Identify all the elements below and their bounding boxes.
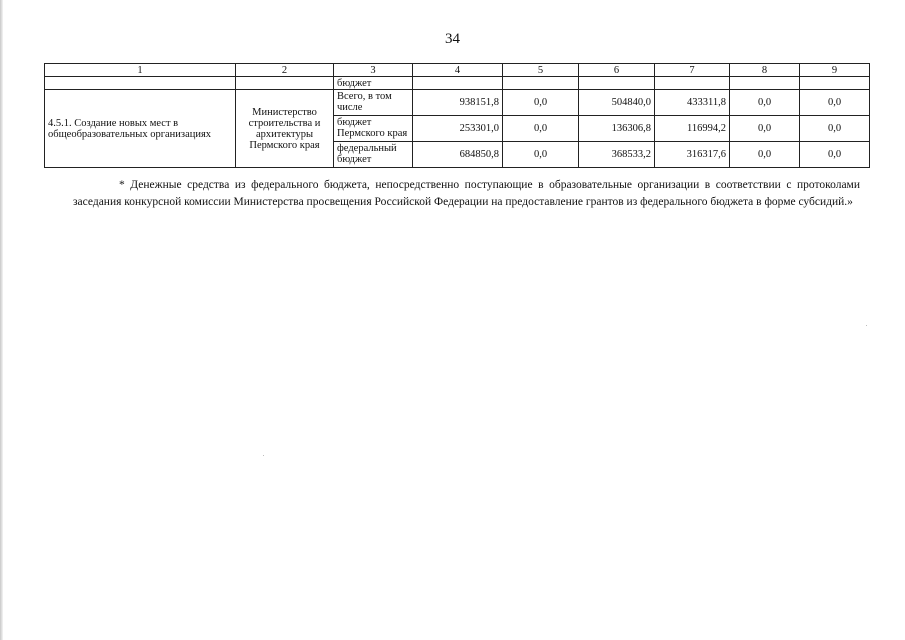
value-cell: 0,0 [730,116,800,142]
value-cell: 0,0 [730,90,800,116]
funding-source-cell: федеральный бюджет [334,142,413,168]
footnote: * Денежные средства из федерального бюджета, непосредственно поступающие в образовательные организации в соответствии с протоколами заседания конкурсной комиссии Министерства просвещения Российской Федерации на предоставление грантов из федерального бюджета в форме субсидий.» [73,179,860,208]
column-number: 9 [800,64,870,77]
scan-speck [263,455,264,456]
column-number: 1 [45,64,236,77]
empty-cell [730,77,800,90]
column-number: 4 [413,64,503,77]
page-number: 34 [445,31,460,47]
value-cell: 433311,8 [655,90,730,116]
column-number: 3 [334,64,413,77]
value-cell: 0,0 [503,116,579,142]
value-cell: 0,0 [800,142,870,168]
value-cell: 116994,2 [655,116,730,142]
empty-cell [236,77,334,90]
empty-cell [45,77,236,90]
budget-table [44,63,870,168]
continuation-row [45,77,870,90]
empty-cell [800,77,870,90]
empty-cell [655,77,730,90]
column-number: 5 [503,64,579,77]
empty-cell [503,77,579,90]
value-cell: 253301,0 [413,116,503,142]
ministry-cell: Министерство строительства и архитектуры Пермского края [236,90,334,168]
scan-edge-shadow [0,0,3,640]
value-cell: 0,0 [800,116,870,142]
table-row [45,90,870,116]
value-cell: 368533,2 [579,142,655,168]
column-number: 7 [655,64,730,77]
value-cell: 0,0 [503,90,579,116]
value-cell: 504840,0 [579,90,655,116]
funding-source-cell: бюджет Пермского края [334,116,413,142]
empty-cell [413,77,503,90]
value-cell: 0,0 [800,90,870,116]
column-number: 2 [236,64,334,77]
funding-source-cell: Всего, в том числе [334,90,413,116]
value-cell: 684850,8 [413,142,503,168]
value-cell: 316317,6 [655,142,730,168]
value-cell: 136306,8 [579,116,655,142]
scan-speck [866,325,867,326]
value-cell: 0,0 [730,142,800,168]
measure-name-cell: 4.5.1. Создание новых мест в общеобразовательных организациях [45,90,236,168]
column-number: 6 [579,64,655,77]
value-cell: 938151,8 [413,90,503,116]
empty-cell [579,77,655,90]
continuation-source-cell: бюджет [334,77,413,90]
column-number-row [45,64,870,77]
value-cell: 0,0 [503,142,579,168]
column-number: 8 [730,64,800,77]
